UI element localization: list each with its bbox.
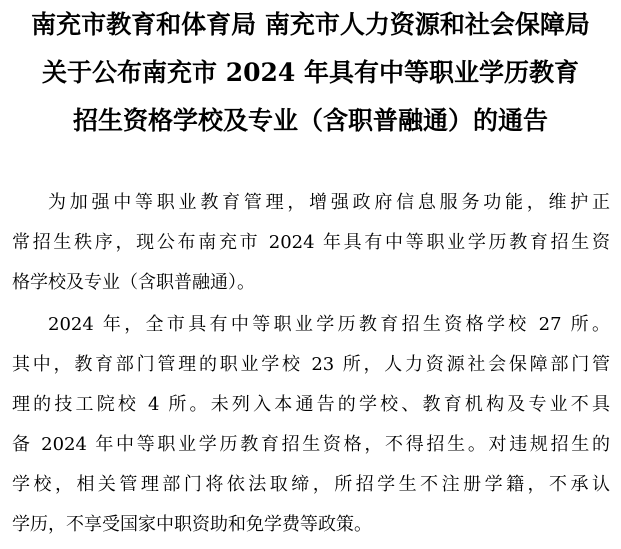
title-line-3: 招生资格学校及专业（含职普融通）的通告 xyxy=(72,106,548,135)
paragraph-1-line-3: 格学校及专业（含职普融通）。 xyxy=(12,272,255,293)
paragraph-2-line-2: 其中，教育部门管理的职业学校 23 所，人力资源社会保障部门管 xyxy=(12,354,610,375)
paragraph-1-line-2: 常招生秩序，现公布南充市 2024 年具有中等职业学历教育招生资 xyxy=(12,232,610,253)
paragraph-2-line-6: 学历，不享受国家中职资助和免学费等政策。 xyxy=(12,514,372,535)
title-line-1: 南充市教育和体育局 南充市人力资源和社会保障局 xyxy=(31,10,590,39)
paragraph-1-line-1: 为加强中等职业教育管理，增强政府信息服务功能，维护正 xyxy=(48,192,610,213)
paragraph-2-line-5: 学校，相关管理部门将依法取缔，所招学生不注册学籍，不承认 xyxy=(12,474,610,495)
paragraph-2-line-3: 理的技工院校 4 所。未列入本通告的学校、教育机构及专业不具 xyxy=(12,394,610,415)
paragraph-2-line-1: 2024 年，全市具有中等职业学历教育招生资格学校 27 所。 xyxy=(48,314,610,335)
paragraph-2-line-4: 备 2024 年中等职业学历教育招生资格，不得招生。对违规招生的 xyxy=(12,434,610,455)
title-line-2: 关于公布南充市 2024 年具有中等职业学历教育 xyxy=(42,58,579,87)
